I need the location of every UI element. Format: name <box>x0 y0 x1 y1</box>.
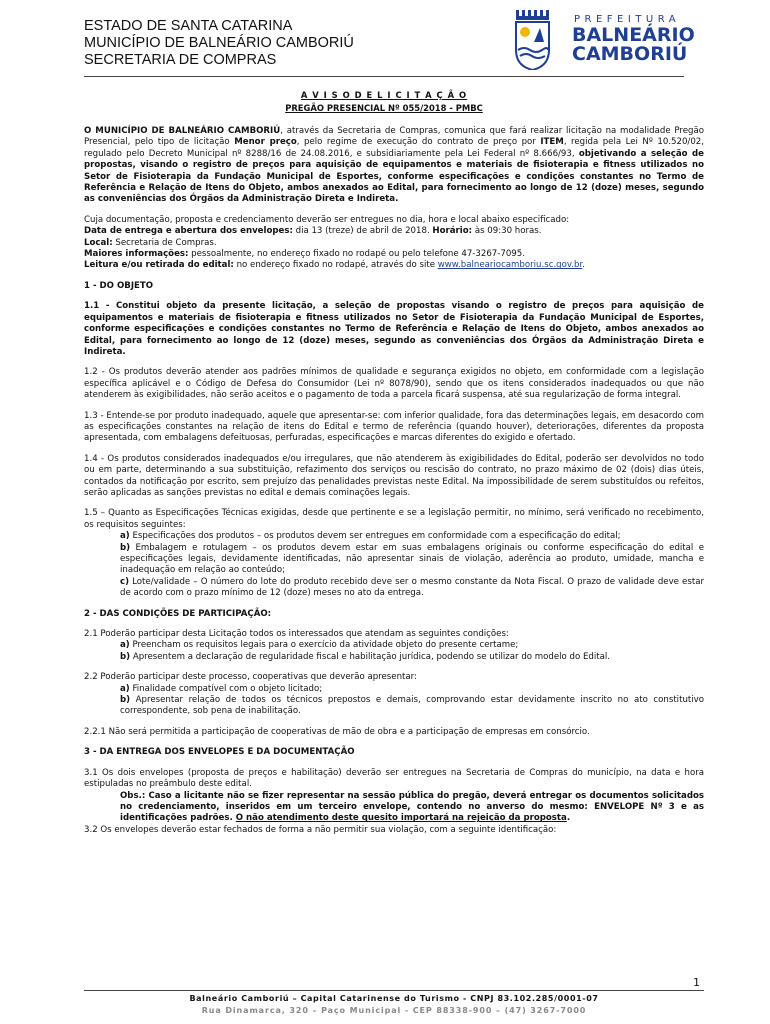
section-2-2-1: 2.2.1 Não será permitida a participação de cooperativas de mão de obra e a participação de empresas em consórcio. <box>84 726 590 737</box>
read-value: no endereço fixado no rodapé, através do site <box>233 260 438 271</box>
section-2-title: 2 - DAS CONDIÇÕES DE PARTICIPAÇÃO: <box>84 608 272 619</box>
item-letter: a) <box>120 640 130 651</box>
item-text: Apresentem a declaração de regularidade fiscal e habilitação jurídica, podendo se utilizar do modelo do Edital. <box>130 651 610 662</box>
section-1-5-a <box>84 531 704 542</box>
section-2-2: 2.2 Poderão participar deste processo, cooperativas que deverão apresentar: <box>84 672 417 683</box>
section-1-2: 1.2 - Os produtos deverão atender aos padrões mínimos de qualidade e segurança exigidos no objeto, em conformidade com a legislação específica aplicável e o Código de Defesa do Consumidor (Lei nº 8078/90), sendo que os itens considerados inadequados ou que não atenderem às exigibilidades, não serão aceitos e o pagamento de toda a parcela ficará suspensa, até sua regularização de forma integral. <box>84 367 704 401</box>
intro-text-2: , pelo regime de execução do contrato de preço por <box>296 137 541 148</box>
logo-prefeitura: PREFEITURA <box>574 14 681 25</box>
item-text: Especificações dos produtos – os produtos devem ser entregues em conformidade com a especificação do edital; <box>129 531 621 542</box>
item-letter: c) <box>120 576 130 587</box>
item-text: Finalidade compatível com o objeto licitado; <box>129 683 323 694</box>
section-1-title: 1 - DO OBJETO <box>84 280 154 291</box>
schedule-block <box>84 215 704 272</box>
item-letter: a) <box>120 683 130 694</box>
intro-paragraph <box>84 126 704 206</box>
obs-text: Obs.: Caso a licitante não se fizer representar na sessão pública do pregão, deverá entregar os documentos solicitados no credenciamento, inseridos em um terceiro envelope, contendo no anverso do mesmo: ENVELOPE Nº 3 e as identificações padrões. <box>120 790 704 824</box>
logo-city-line2: CAMBORIÚ <box>572 43 688 65</box>
hour-label: Horário: <box>432 226 473 237</box>
intro-type: Menor preço <box>234 137 297 148</box>
obs-underlined: O não atendimento deste quesito importará na rejeição da proposta <box>235 813 567 824</box>
logo-city-name <box>572 26 695 64</box>
info-value: pessoalmente, no endereço fixado no rodapé ou pelo telefone 47-3267-7095. <box>188 249 525 260</box>
item-letter: b) <box>120 542 131 553</box>
docs-line: Cuja documentação, proposta e credenciamento deverão ser entregues no dia, hora e local abaixo especificado: <box>84 214 570 225</box>
page-number: 1 <box>693 976 700 989</box>
notice-title: A V I S O D E L I C I T A Ç Ã O <box>300 90 468 100</box>
section-3-obs: Obs.: Caso a licitante não se fizer representar na sessão pública do pregão, deverá entregar os documentos solicitados no credenciamento, inseridos em um terceiro envelope, contendo no anverso do mesmo: ENVELOPE Nº 3 e as identificações padrões. O não atendimento deste quesito importará na rejeição da proposta. <box>120 790 704 824</box>
date-value: dia 13 (treze) de abril de 2018. <box>292 226 433 237</box>
section-1-3: 1.3 - Entende-se por produto inadequado, aquele que apresentar-se: com inferior qualidade, fora das determinações legais, em desacordo com as especificações constantes na relação de itens do Edital e termo de referência (quando houver), deteriorações, diferentes da proposta apresentada, com embalagens defeituosas, perfuradas, especificações e marcas diferentes do exigido e ofertado. <box>84 410 704 444</box>
intro-municipality: O MUNICÍPIO DE BALNEÁRIO CAMBORIÚ <box>84 126 281 136</box>
section-2-2-a <box>84 684 704 695</box>
document-header <box>84 18 354 69</box>
footer-rule <box>84 990 704 991</box>
info-label: Maiores informações: <box>84 249 189 260</box>
logo-city-line1: BALNEÁRIO <box>572 24 695 46</box>
hour-value: às 09:30 horas. <box>472 226 542 237</box>
section-2-1-b <box>84 652 704 663</box>
tender-number: PREGÃO PRESENCIAL Nº 055/2018 - PMBC <box>285 103 483 113</box>
item-text: Embalagem e rotulagem – os produtos devem estar em suas embalagens originais ou conforme especificação do edital e especificações legais, devidamente identificadas, não apresentar sinais de violação, aderência ao produto, umidade, mancha e inadequação em relação ao conteúdo; <box>120 542 704 576</box>
intro-text: , através da Secretaria de Compras, comunica que fará realizar licitação na modalidade Pregão Presencial, pelo tipo de licitação <box>84 126 705 148</box>
header-rule <box>84 76 684 77</box>
section-1-5-text: 1.5 – Quanto as Especificações Técnicas exigidas, desde que pertinente e se a legislação permitir, no mínimo, será verificado no recebimento, os requisitos seguintes: <box>84 508 704 530</box>
intro-text-3: , regida pela Lei Nº 10.520/02, regulado pelo Decreto Municipal nº 8288/16 de 24.08.2016, e subsidiariamente pela Lei Federal nº 8.666/93, <box>84 137 704 159</box>
header-municipality: MUNICÍPIO DE BALNEÁRIO CAMBORIÚ <box>84 35 354 51</box>
section-3-1: 3.1 Os dois envelopes (proposta de preços e habilitação) deverão ser entregues na Secretaria de Compras do município, na data e hora estipuladas no preâmbulo deste edital. <box>84 767 704 790</box>
footer-line-2: Rua Dinamarca, 320 – Paço Municipal - CEP 88338-900 – (47) 3267-7000 <box>201 1006 587 1015</box>
section-3-title: 3 - DA ENTREGA DOS ENVELOPES E DA DOCUMENTAÇÃO <box>84 747 355 758</box>
section-2-2-b <box>84 695 704 718</box>
section-1-1: 1.1 - Constitui objeto da presente licitação, a seleção de propostas visando o registro de preços para aquisição de equipamentos e materiais de fisioterapia e fitness utilizados no Setor de Fisioterapia da Fundação Municipal de Esportes, conforme especificações e condições constantes no Termo de Referência e Relação de Itens do Objeto, ambos anexados ao Edital, para fornecimento ao longo de 12 (doze) meses, segundo as conveniências dos Órgãos da Administração Direta e Indireta. <box>84 301 704 357</box>
item-text: Apresentar relação de todos os técnicos prepostos e demais, comprovando estar devidamente inscrito no ato constitutivo correspondente, sob pena de inabilitação. <box>120 695 704 717</box>
section-1-4: 1.4 - Os produtos considerados inadequados e/ou irregulares, que não atenderem às exigibilidades do Edital, poderão ser devolvidos no todo ou em parte, determinando a sua substituição, refazimento dos serviços ou rescisão do contrato, no prazo máximo de 02 (dois) dias úteis, contados da notificação por escrito, sem prejuízo das penalidades previstas neste Edital. Na impossibilidade de serem substituídos ou refeitos, serão aplicadas as sanções previstas no edital e demais cominações legais. <box>84 453 704 498</box>
section-1-5-b <box>84 543 704 577</box>
intro-item: ITEM <box>540 137 564 148</box>
section-2-1: 2.1 Poderão participar desta Licitação todos os interessados que atendam as seguintes condições: <box>84 629 509 640</box>
local-label: Local: <box>84 237 113 248</box>
item-text: Lote/validade – O número do lote do produto recebido deve ser o mesmo constante da Nota Fiscal. O prazo de validade deve estar de acordo com o prazo mínimo de 12 (doze) meses no ato da entrega. <box>120 576 704 599</box>
intro-object: objetivando a seleção de propostas, visando o registro de preços para aquisição de equipamentos e materiais de fisioterapia e fitness utilizados no Setor de Fisioterapia da Fundação Municipal de Esportes, conforme especificações e condições constantes no Termo de Referência e Relação de Itens do Objeto, ambos anexados ao Edital, para fornecimento ao longo de 12 (doze) meses, segundo as conveniências dos Órgãos da Administração Direta e Indireta. <box>84 148 705 205</box>
site-dot: . <box>582 260 585 271</box>
date-label: Data de entrega e abertura dos envelopes: <box>84 226 293 237</box>
item-text: Preencham os requisitos legais para o exercício da atividade objeto do presente certame; <box>129 640 519 651</box>
section-3-2: 3.2 Os envelopes deverão estar fechados de forma a não permitir sua violação, com a seguinte identificação: <box>84 824 557 835</box>
section-2-1-a <box>84 640 704 651</box>
section-1-5-c <box>84 577 704 600</box>
header-state: ESTADO DE SANTA CATARINA <box>84 18 293 34</box>
footer-line-1: Balneário Camboriú – Capital Catarinense do Turismo - CNPJ 83.102.285/0001-07 <box>189 994 599 1003</box>
item-letter: b) <box>120 651 131 662</box>
item-letter: a) <box>120 531 130 542</box>
local-value: Secretaria de Compras. <box>112 237 217 248</box>
read-label: Leitura e/ou retirada do edital: <box>84 260 234 271</box>
item-letter: b) <box>120 695 131 706</box>
document-body <box>84 126 704 845</box>
site-link[interactable]: www.balneariocamboriu.sc.gov.br <box>437 260 583 271</box>
section-1-5 <box>84 508 704 531</box>
header-department: SECRETARIA DE COMPRAS <box>84 52 277 68</box>
